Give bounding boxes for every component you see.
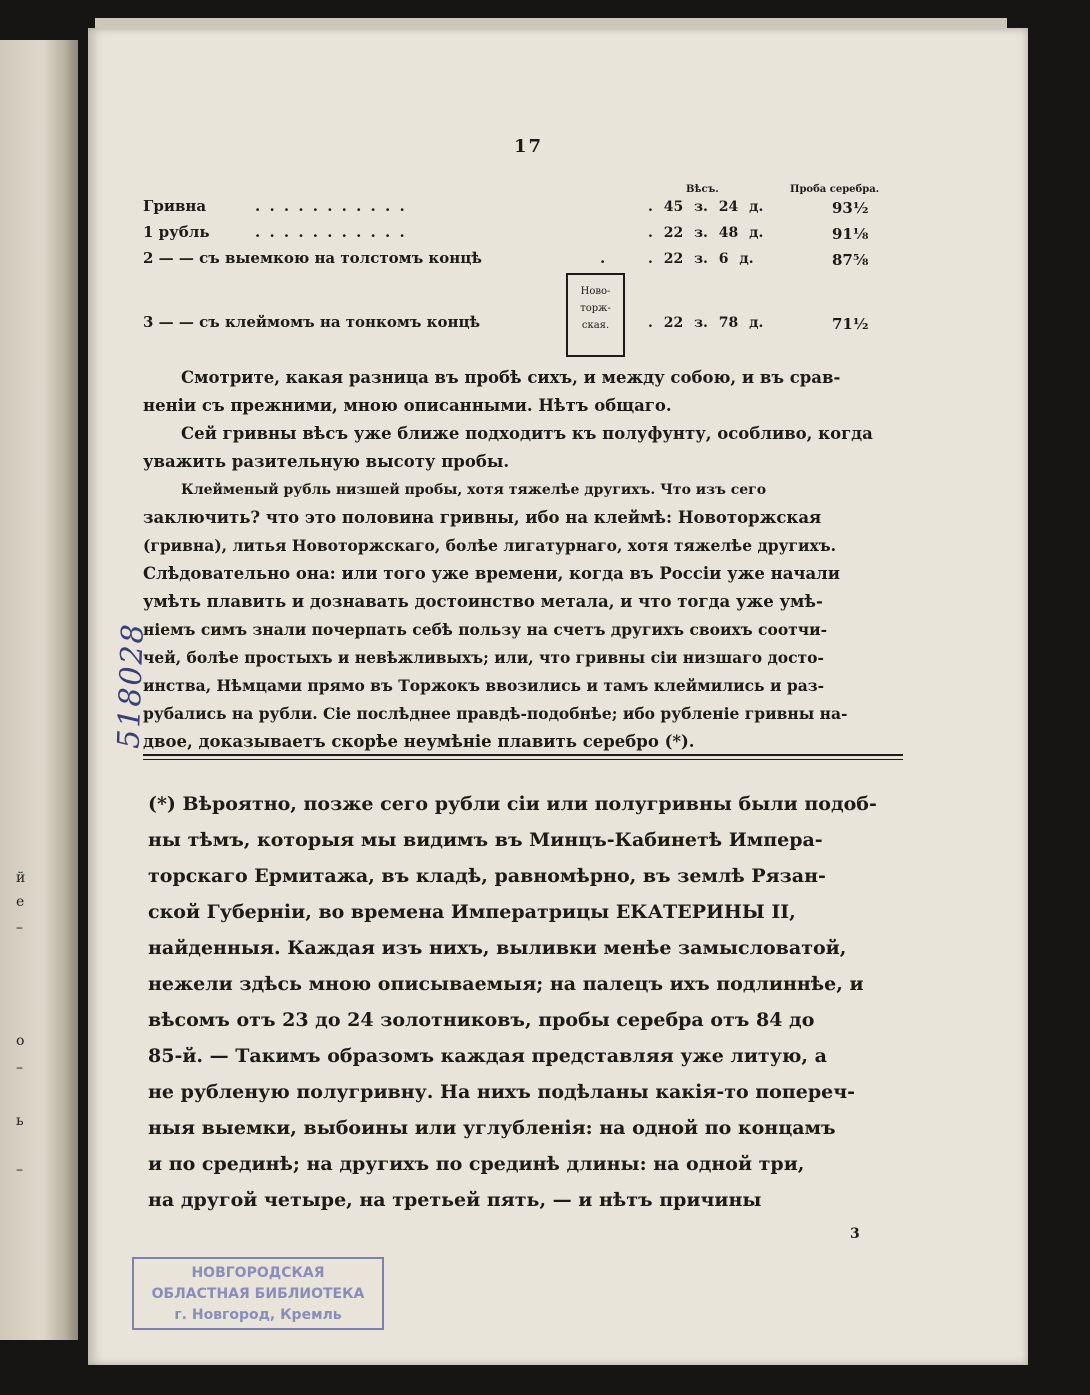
table-row-name: 1 рубль <box>143 223 210 241</box>
footnote-line: на другой четыре, на третьей пять, — и нѣтъ причины <box>148 1189 762 1211</box>
table-row-purity: 87⅝ <box>832 251 869 269</box>
body-text <box>143 364 908 756</box>
table-row-name: 2 — — съ выемкою на толстомъ концѣ <box>143 249 482 267</box>
stamp-label-box <box>566 273 625 357</box>
table-row-dots: . <box>600 249 608 267</box>
body-line: (гривна), литья Новоторжскаго, болѣе лигатурнаго, хотя тяжелѣе другихъ. <box>143 536 837 555</box>
footnote-line: найденныя. Каждая изъ нихъ, выливки менѣе замысловатой, <box>148 937 847 959</box>
body-line: ніемъ симъ знали почерпать себѣ пользу на счетъ другихъ своихъ соотчи- <box>143 620 828 639</box>
footnote-line: ской Губерніи, во времена Императрицы ЕКАТЕРИНЫ II, <box>148 901 796 923</box>
margin-mark: й <box>16 870 26 886</box>
table-row-dots: . . . . . . . . . . . <box>255 197 407 215</box>
column-header-weight: Вѣсъ. <box>686 184 719 195</box>
footnote-line: нежели здѣсь мною описываемыя; на палецъ ихъ подлиннѣе, и <box>148 973 864 995</box>
body-line: Клейменый рубль низшей пробы, хотя тяжелѣе другихъ. Что изъ сего <box>181 482 767 498</box>
stamp-label-line: Ново- <box>580 286 611 297</box>
margin-mark: – <box>16 1162 23 1178</box>
table-row-purity: 71½ <box>832 315 869 333</box>
body-line: инства, Нѣмцами прямо въ Торжокъ ввозились и тамъ клеймились и раз- <box>143 676 825 695</box>
signature-mark: 3 <box>850 1226 860 1242</box>
library-stamp-line: г. Новгород, Кремль <box>174 1307 342 1323</box>
footnote-text <box>148 786 913 1218</box>
margin-mark: – <box>16 1060 23 1076</box>
body-line: чей, болѣе простыхъ и невѣжливыхъ; или, что гривны сіи низшаго досто- <box>143 648 824 667</box>
body-line: неніи съ прежними, мною описанными. Нѣтъ общаго. <box>143 396 672 415</box>
footnote-separator-rule <box>143 754 903 760</box>
margin-mark: е <box>16 894 25 910</box>
body-line: двое, доказываетъ скорѣе неумѣніе плавить серебро (*). <box>143 732 695 751</box>
body-line: рубались на рубли. Сіе послѣднее правдѣ-подобнѣе; ибо рубленіе гривны на- <box>143 704 848 723</box>
stamp-label-line: торж- <box>580 303 611 314</box>
footnote-line: 85-й. — Такимъ образомъ каждая представляя уже литую, а <box>148 1045 827 1067</box>
footnote-line: не рубленую полугривну. На нихъ подѣланы какія-то попереч- <box>148 1081 856 1103</box>
footnote-line: ныя выемки, выбоины или углубленія: на одной по концамъ <box>148 1117 836 1139</box>
table-row-purity: 91⅛ <box>832 225 869 243</box>
left-page-edge <box>0 40 78 1340</box>
footnote-line: вѣсомъ отъ 23 до 24 золотниковъ, пробы серебра отъ 84 до <box>148 1009 815 1031</box>
table-row-name: 3 — — съ клеймомъ на тонкомъ концѣ <box>143 313 481 331</box>
library-stamp-line: НОВГОРОДСКАЯ <box>191 1265 325 1281</box>
table-row-weight: . 22 з. 48 д. <box>648 225 764 241</box>
body-line: уважить разительную высоту пробы. <box>143 452 510 471</box>
library-stamp <box>132 1257 384 1330</box>
body-line: Сей гривны вѣсъ уже ближе подходитъ къ полуфунту, особливо, когда <box>181 424 873 443</box>
margin-mark: о <box>16 1033 25 1049</box>
table-row-weight: . 22 з. 78 д. <box>648 315 764 331</box>
body-line: заключить? что это половина гривны, ибо на клеймѣ: Новоторжская <box>143 508 822 527</box>
stamp-label-line: ская. <box>581 320 610 331</box>
table-row-weight: . 22 з. 6 д. <box>648 251 754 267</box>
footnote-line: ны тѣмъ, которыя мы видимъ въ Минцъ-Кабинетѣ Импера- <box>148 829 823 851</box>
table-row-dots: . . . . . . . . . . . <box>255 223 407 241</box>
table-row-name: Гривна <box>143 197 207 215</box>
body-line: Слѣдовательно она: или того уже времени, когда въ Россіи уже начали <box>143 564 841 583</box>
column-header-purity: Проба серебра. <box>790 184 880 195</box>
body-line: Смотрите, какая разница въ пробѣ сихъ, и между собою, и въ срав- <box>181 368 841 387</box>
margin-mark: ь <box>16 1113 24 1129</box>
handwritten-inventory-number: 518028 <box>111 621 151 750</box>
footnote-line: и по срединѣ; на другихъ по срединѣ длины: на одной три, <box>148 1153 805 1175</box>
body-line: умѣть плавить и дознавать достоинство метала, и что тогда уже умѣ- <box>143 592 823 611</box>
page-number: 17 <box>514 136 544 157</box>
table-row-purity: 93½ <box>832 199 869 217</box>
table-row-weight: . 45 з. 24 д. <box>648 199 764 215</box>
footnote-line: торскаго Ермитажа, въ кладѣ, равномѣрно, въ землѣ Рязан- <box>148 865 826 887</box>
margin-mark: – <box>16 920 23 936</box>
footnote-line: (*) Вѣроятно, позже сего рубли сіи или полугривны были подоб- <box>148 793 877 815</box>
library-stamp-line: ОБЛАСТНАЯ БИБЛИОТЕКА <box>151 1286 365 1302</box>
